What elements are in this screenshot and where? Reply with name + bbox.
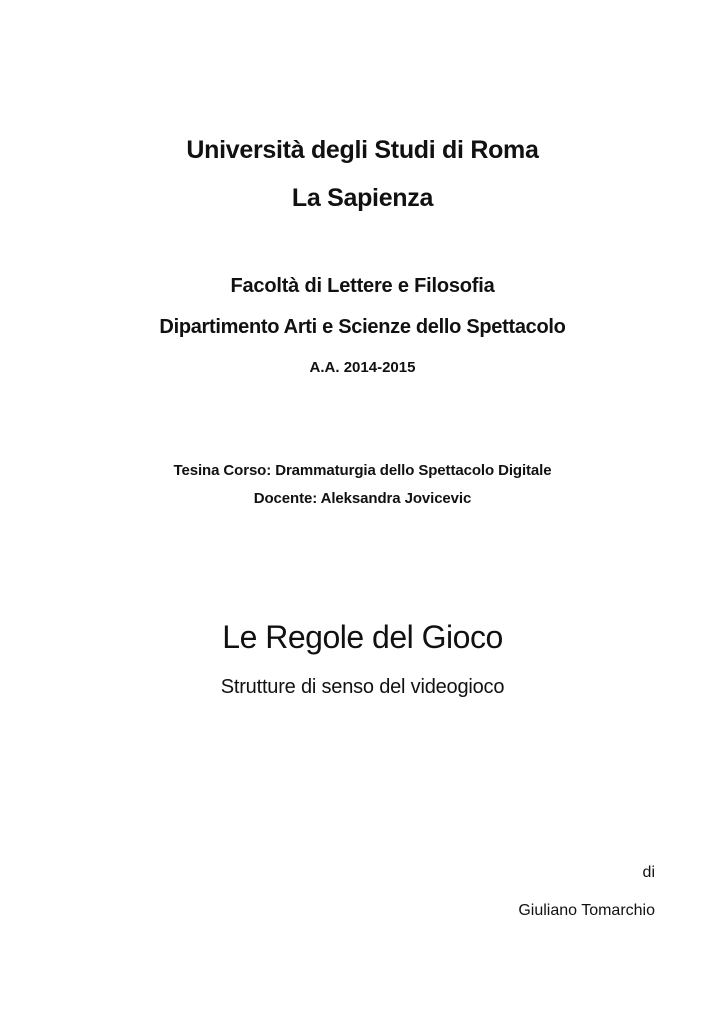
- work-title: Le Regole del Gioco: [222, 619, 503, 655]
- docente-line: Docente: Aleksandra Jovicevic: [253, 490, 472, 507]
- university-name: La Sapienza: [291, 184, 434, 212]
- byline-di: di: [642, 864, 655, 881]
- academic-year: A.A. 2014-2015: [309, 359, 416, 376]
- university-title: Università degli Studi di Roma: [186, 136, 539, 164]
- faculty-name: Facoltà di Lettere e Filosofia: [230, 275, 495, 297]
- author-name: Giuliano Tomarchio: [518, 902, 655, 919]
- department-name: Dipartimento Arti e Scienze dello Spettacolo: [159, 316, 566, 338]
- work-subtitle: Strutture di senso del videogioco: [220, 676, 505, 698]
- course-line: Tesina Corso: Drammaturgia dello Spettacolo Digitale: [173, 462, 552, 479]
